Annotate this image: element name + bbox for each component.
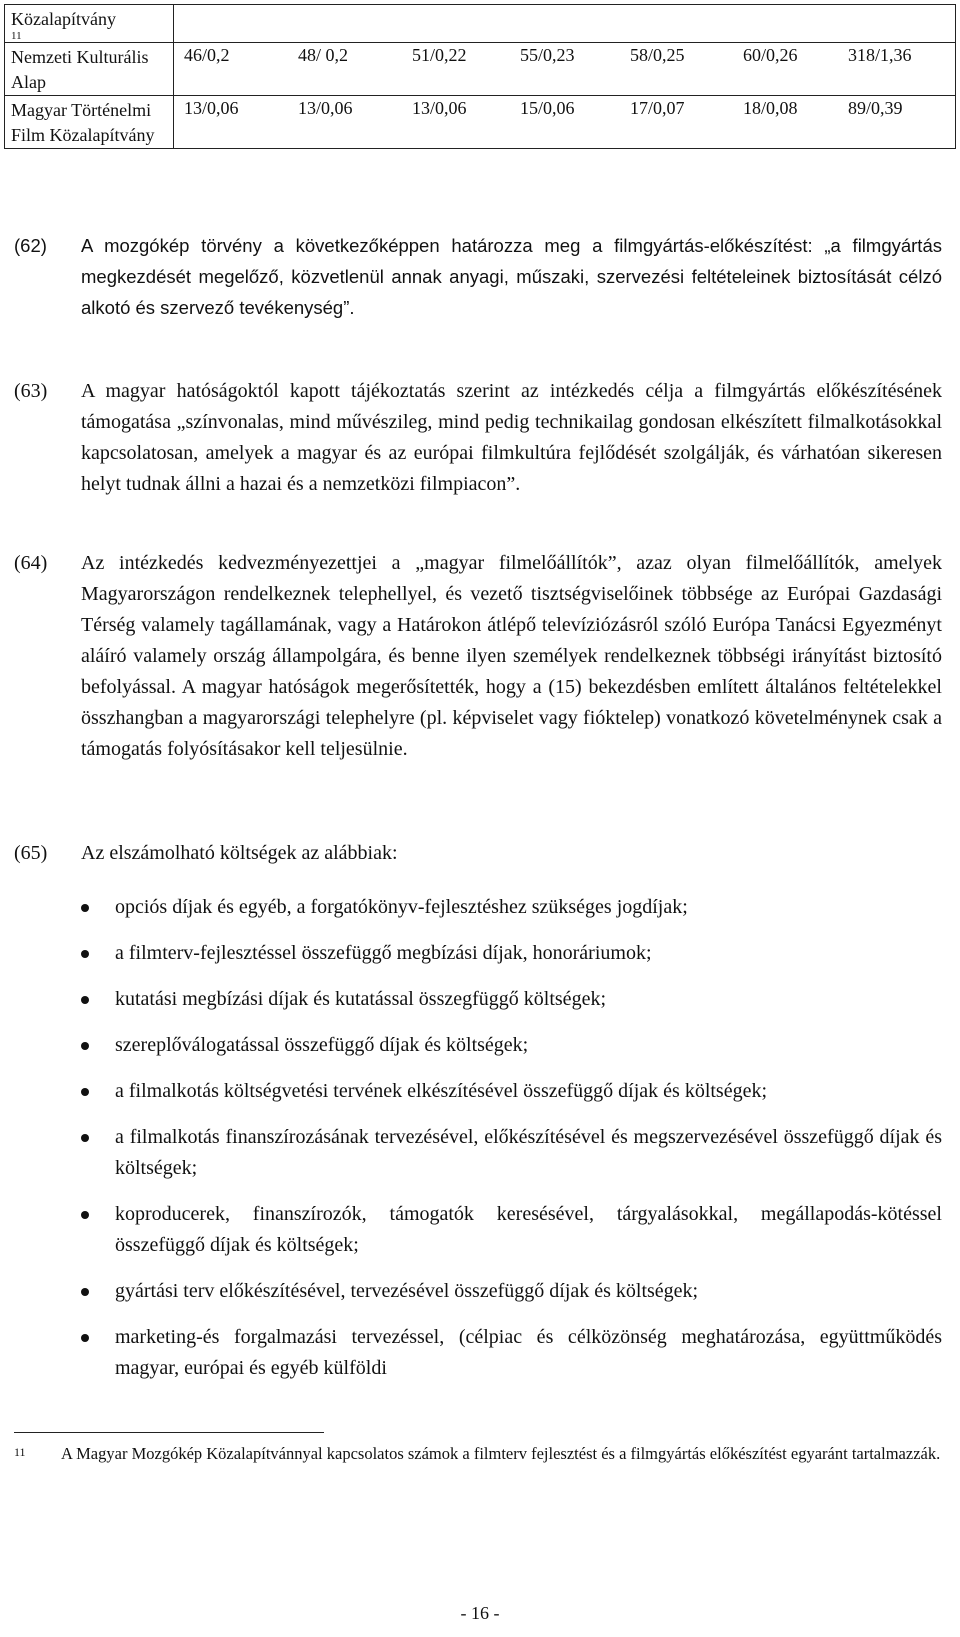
table-value: 17/0,07 [630, 98, 685, 118]
table-value: 60/0,26 [743, 45, 798, 65]
footnote [14, 1442, 942, 1466]
paragraph-text: A magyar hatóságoktól kapott tájékoztatás szerint az intézkedés célja a filmgyártás előkészítésének támogatása „színvonalas, mind művészileg, mind pedig technikailag gondosan elkészített filmalkotásokkal kapcsolatosan, amelyek a magyar és az európai filmkultúra fejlődését szolgálják, és várhatóan sikeresen helyt tudnak állni a hazai és a nemzetközi filmpiacon”. [81, 380, 942, 495]
list-item [14, 892, 942, 923]
table-cell-label [5, 43, 174, 96]
table-value: 51/0,22 [412, 45, 467, 65]
paragraph-62 [14, 230, 942, 323]
paragraph-text: Az intézkedés kedvezményezettjei a „magyar filmelőállítók”, azaz olyan filmelőállítók, amelyek Magyarországon rendelkeznek telephellyel, és vezető tisztségviselőinek többsége az Európai Gazdasági Térség valamely tagállamának, vagy a Határokon átlépő televíziózásról szóló Európa Tanácsi Egyezményt aláíró valamely ország állampolgára, és benne ilyen személyek rendelkeznek többségi irányítást biztosító befolyással. A magyar hatóságok megerősítették, hogy a (15) bekezdésben említett általános feltételekkel összhangban a magyarországi telephelyre (pl. képviselet vagy fióktelep) vonatkozó követelménynek csak a támogatás folyósításakor kell teljesülnie. [81, 552, 942, 760]
bullet-icon [81, 1288, 89, 1296]
list-item [14, 1322, 942, 1384]
table-value: 58/0,25 [630, 45, 685, 65]
table-row [5, 43, 956, 96]
table-cell-label [5, 5, 174, 43]
footnote-text: A Magyar Mozgókép Közalapítvánnyal kapcsolatos számok a filmterv fejlesztést és a filmgyártás előkészítést egyaránt tartalmazzák. [61, 1444, 941, 1463]
table-value: 13/0,06 [184, 98, 239, 118]
list-item [14, 938, 942, 969]
list-item-text: szereplőválogatással összefüggő díjak és költségek; [115, 1034, 529, 1056]
bullet-icon [81, 1088, 89, 1096]
table-value: 18/0,08 [743, 98, 798, 118]
list-item-text: opciós díjak és egyéb, a forgatókönyv-fejlesztéshez szükséges jogdíjak; [115, 896, 688, 918]
list-item-text: a filmalkotás finanszírozásának tervezésével, előkészítésével és megszervezésével összefüggő díjak és költségek; [115, 1126, 942, 1179]
table-value: 55/0,23 [520, 45, 575, 65]
list-item-text: marketing-és forgalmazási tervezéssel, (célpiac és célközönség meghatározása, együttműködés magyar, európai és egyéb külföldi [115, 1326, 942, 1379]
table-value: 13/0,06 [412, 98, 467, 118]
bullet-icon [81, 1211, 89, 1219]
list-item-text: a filmterv-fejlesztéssel összefüggő megbízási díjak, honoráriumok; [115, 942, 652, 964]
paragraph-64 [14, 548, 942, 765]
table-value: 89/0,39 [848, 98, 903, 118]
table-value: 46/0,2 [184, 45, 230, 65]
list-item-text: kutatási megbízási díjak és kutatással összegfüggő költségek; [115, 988, 606, 1010]
paragraph-63 [14, 376, 942, 500]
list-item-text: a filmalkotás költségvetési tervének elkészítésével összefüggő díjak és költségek; [115, 1080, 768, 1102]
list-item [14, 1030, 942, 1061]
table-row-label: Nemzeti Kulturális Alap [11, 47, 149, 92]
table-cell-label [5, 96, 174, 149]
list-item [14, 1122, 942, 1184]
table-value: 15/0,06 [520, 98, 575, 118]
table-value: 48/ 0,2 [298, 45, 349, 65]
funding-table [4, 4, 956, 149]
paragraph-text: Az elszámolható költségek az alábbiak: [81, 842, 398, 864]
paragraph-number: (63) [14, 380, 48, 402]
table-values [184, 96, 955, 121]
paragraph-number: (64) [14, 552, 48, 574]
paragraph-65 [14, 838, 942, 869]
table-row [5, 96, 956, 149]
footnote-number: 11 [14, 1445, 26, 1459]
list-item [14, 1199, 942, 1261]
bullet-icon [81, 904, 89, 912]
table-row-label: Magyar Történelmi Film Közalapítvány [11, 100, 155, 145]
table-cell-values [174, 43, 956, 96]
page-number: - 16 - [460, 1603, 500, 1623]
table-cell-values [174, 5, 956, 43]
list-item-text: gyártási terv előkészítésével, tervezésével összefüggő díjak és költségek; [115, 1280, 699, 1302]
footnote-reference: 11 [11, 30, 22, 42]
list-item [14, 1276, 942, 1307]
bullet-icon [81, 950, 89, 958]
paragraph-number: (62) [14, 235, 47, 256]
paragraph-number: (65) [14, 842, 48, 864]
paragraph-text: A mozgókép törvény a következőképpen határozza meg a filmgyártás-előkészítést: „a filmgyártás megkezdését megelőző, közvetlenül annak anyagi, műszaki, szervezési feltételeinek biztosítását célzó alkotó és szervező tevékenység”. [81, 235, 942, 318]
table-row-label: Közalapítvány [11, 9, 116, 29]
eligible-costs-list [14, 892, 942, 1384]
bullet-icon [81, 996, 89, 1004]
bullet-icon [81, 1134, 89, 1142]
bullet-icon [81, 1042, 89, 1050]
table-values [184, 43, 955, 68]
bullet-icon [81, 1334, 89, 1342]
table-cell-values [174, 96, 956, 149]
table-row [5, 5, 956, 43]
footnote-divider [14, 1432, 324, 1433]
list-item [14, 984, 942, 1015]
table-value: 13/0,06 [298, 98, 353, 118]
list-item-text: koproducerek, finanszírozók, támogatók keresésével, tárgyalásokkal, megállapodás-kötéssel összefüggő díjak és költségek; [115, 1203, 942, 1256]
list-item [14, 1076, 942, 1107]
table-value: 318/1,36 [848, 45, 912, 65]
